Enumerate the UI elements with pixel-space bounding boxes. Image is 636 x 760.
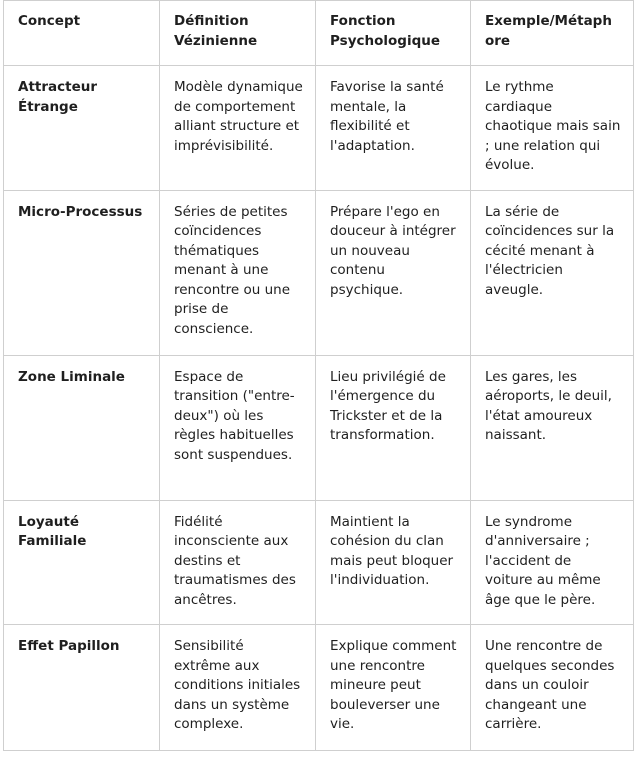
cell-concept: Micro-Processus — [4, 190, 160, 355]
header-exemple: Exemple/Métaphore — [471, 1, 634, 66]
table-header-row — [4, 1, 634, 66]
cell-concept: Attracteur Étrange — [4, 66, 160, 191]
cell-concept: Loyauté Familiale — [4, 500, 160, 625]
cell-exemple: Le syndrome d'anniversaire ; l'accident de voiture au même âge que le père. — [471, 500, 634, 625]
header-fonction: Fonction Psychologique — [316, 1, 471, 66]
cell-exemple: Le rythme cardiaque chaotique mais sain ; une relation qui évolue. — [471, 66, 634, 191]
cell-definition: Espace de transition ("entre-deux") où les règles habituelles sont suspendues. — [160, 355, 316, 500]
table-row — [4, 190, 634, 355]
header-definition: Définition Vézinienne — [160, 1, 316, 66]
cell-fonction: Lieu privilégié de l'émergence du Trickster et de la transformation. — [316, 355, 471, 500]
concepts-table — [3, 0, 634, 751]
table-row — [4, 66, 634, 191]
table-row — [4, 355, 634, 500]
cell-exemple: Les gares, les aéroports, le deuil, l'état amoureux naissant. — [471, 355, 634, 500]
cell-definition: Séries de petites coïncidences thématiques menant à une rencontre ou une prise de conscience. — [160, 190, 316, 355]
cell-fonction: Favorise la santé mentale, la flexibilité et l'adaptation. — [316, 66, 471, 191]
cell-definition: Sensibilité extrême aux conditions initiales dans un système complexe. — [160, 625, 316, 751]
cell-fonction: Explique comment une rencontre mineure peut bouleverser une vie. — [316, 625, 471, 751]
cell-fonction: Prépare l'ego en douceur à intégrer un nouveau contenu psychique. — [316, 190, 471, 355]
cell-definition: Fidélité inconsciente aux destins et traumatismes des ancêtres. — [160, 500, 316, 625]
header-concept: Concept — [4, 1, 160, 66]
cell-concept: Zone Liminale — [4, 355, 160, 500]
cell-exemple: Une rencontre de quelques secondes dans un couloir changeant une carrière. — [471, 625, 634, 751]
cell-fonction: Maintient la cohésion du clan mais peut bloquer l'individuation. — [316, 500, 471, 625]
cell-concept: Effet Papillon — [4, 625, 160, 751]
table-row — [4, 625, 634, 751]
cell-definition: Modèle dynamique de comportement alliant structure et imprévisibilité. — [160, 66, 316, 191]
cell-exemple: La série de coïncidences sur la cécité menant à l'électricien aveugle. — [471, 190, 634, 355]
table-row — [4, 500, 634, 625]
